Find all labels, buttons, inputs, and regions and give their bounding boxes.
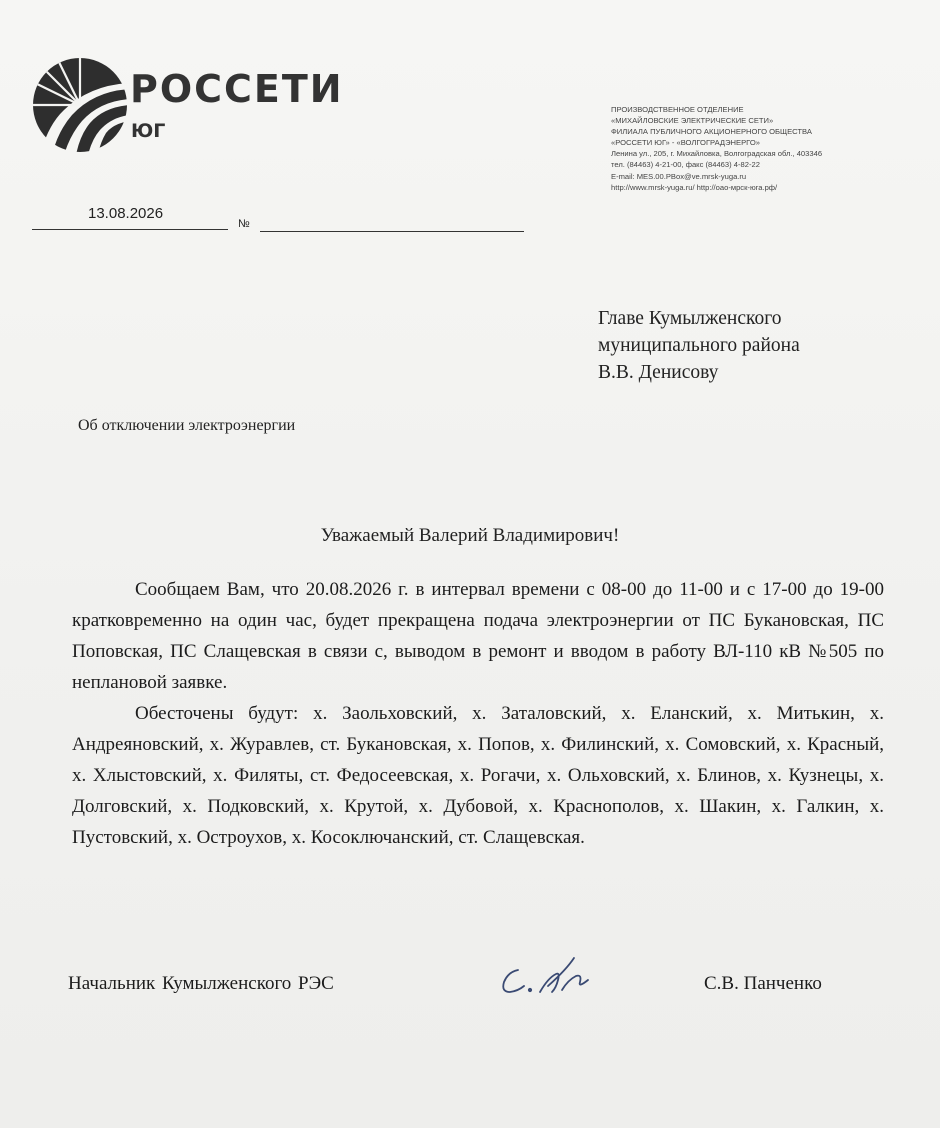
addressee-name: В.В. Денисову <box>598 362 719 383</box>
signatory-title: Начальник Кумылженского РЭС <box>68 973 334 994</box>
org-line: ПРОИЗВОДСТВЕННОЕ ОТДЕЛЕНИЕ <box>611 105 744 114</box>
org-line: ФИЛИАЛА ПУБЛИЧНОГО АКЦИОНЕРНОГО ОБЩЕСТВА <box>611 127 812 137</box>
signatory-name: С.В. Панченко <box>704 973 822 994</box>
handwritten-signature-icon <box>496 950 616 1010</box>
organization-details <box>611 104 931 193</box>
org-address: Ленина ул., 205, г. Михайловка, Волгоградская обл., 403346 <box>611 149 823 159</box>
addressee-line: муниципального района <box>598 335 800 356</box>
number-underline <box>260 231 524 232</box>
date-underline <box>32 229 228 230</box>
addressee-line: Главе Кумылженского <box>598 308 782 329</box>
letter-date: 13.08.2026 <box>88 205 164 222</box>
org-email: E-mail: MES.00.PBox@ve.mrsk-yuga.ru <box>611 171 747 181</box>
org-line: «РОССЕТИ ЮГ» - «ВОЛГОГРАДЭНЕРГО» <box>611 138 760 148</box>
body-paragraph: Сообщаем Вам, что 20.08.2026 г. в интервал времени с 08-00 до 11-00 и с 17-00 до 19-00 кратковременно на один час, будет прекращена подача электроэнергии от ПС Букановская, ПС Поповская, ПС Слащевская в связи с, выводом в ремонт и вводом в работу ВЛ-110 кВ №505 по неплановой заявке. <box>72 579 884 693</box>
brand-name: РОССЕТИ <box>130 67 344 111</box>
org-websites: http://www.mrsk-yuga.ru/ http://оао-мрск-юга.рф/ <box>611 182 778 192</box>
org-line: «МИХАЙЛОВСКИЕ ЭЛЕКТРИЧЕСКИЕ СЕТИ» <box>611 116 774 126</box>
addressee-block <box>598 305 800 386</box>
greeting: Уважаемый Валерий Владимирович! <box>320 525 620 546</box>
letter-body <box>72 574 884 853</box>
letter-subject: Об отключении электроэнергии <box>78 417 296 434</box>
brand-subtitle: ЮГ <box>131 120 166 142</box>
number-label: № <box>238 218 250 230</box>
org-phone: тел. (84463) 4-21-00, факс (84463) 4-82-22 <box>611 160 760 170</box>
rosseti-logo-icon <box>30 55 130 155</box>
body-paragraph: Обесточены будут: х. Заольховский, х. Заталовский, х. Еланский, х. Митькин, х. Андреяновский, х. Журавлев, ст. Букановская, х. Попов, х. Филинский, х. Сомовский, х. Красный, х. Хлыстовский, х. Филяты, ст. Федосеевская, х. Рогачи, х. Ольховский, х. Блинов, х. Кузнецы, х. Долговский, х. Подковский, х. Крутой, х. Дубовой, х. Краснополов, х. Шакин, х. Галкин, х. Пустовский, х. Остроухов, х. Косоключанский, ст. Слащевская. <box>72 703 884 848</box>
